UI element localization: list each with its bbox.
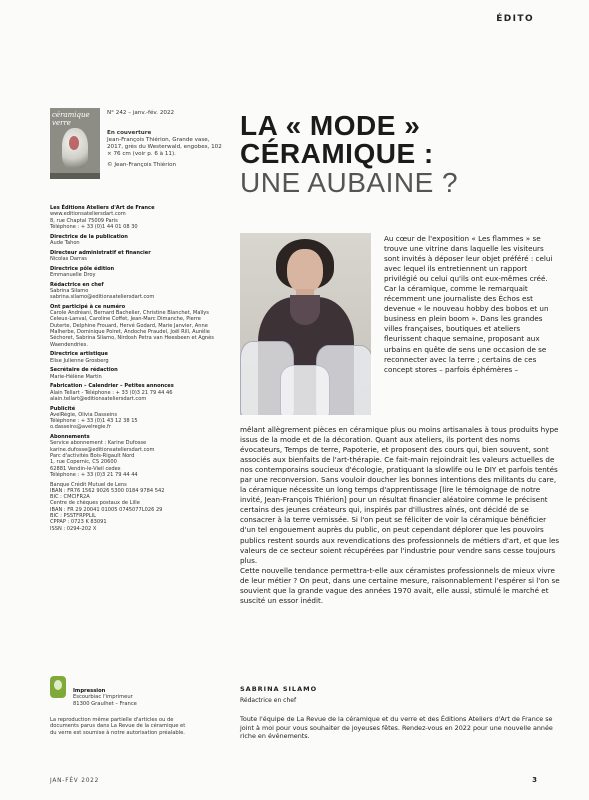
credit-line: AvelRégie, Olivia Dasseins [50, 411, 118, 418]
issue-info [107, 110, 227, 169]
credit-block [50, 250, 218, 263]
closing-note: Toute l'équipe de La Revue de la céramique et du verre et des Éditions Ateliers d'Art de France se joint à moi pour vous souhaiter de joyeuses fêtes. Rendez-vous en 2022 pour une nouvelle année riche en événements. [240, 715, 553, 741]
publisher-block [50, 205, 218, 230]
credit-line: Service abonnement : Karine Dufosse [50, 440, 147, 447]
credit-line: Centre de chèques postaux de Lille [50, 500, 140, 507]
credit-heading: Publicité [50, 405, 76, 412]
credit-line: Carole Andréani, Bernard Bachelier, Christine Blanchet, Maïlys Celeux-Lanval, Caroline Coffet, Jean-Marc Dimanche, Pierre Duterte, Delphine Frouard, Hervé Godard, Marie Janvier, Anne Malherbe, Dominique Poiret, Andoche Praudel, Joël Rill, Aurélie Séchoret, Sabrina Silamo, Nirdosh Petra van Heesbeen et Agnès Waendendries. [50, 310, 214, 348]
printer-heading: Impression [73, 688, 106, 694]
credit-heading: Directeur administratif et financier [50, 249, 151, 256]
issue-number: N° 242 – janv.-fév. 2022 [107, 110, 175, 116]
eco-label-icon [50, 676, 66, 698]
printer-line: Escourbiac l'imprimeur [73, 694, 133, 701]
cover-bottom-strip [50, 173, 100, 179]
credit-block [50, 367, 218, 380]
credit-line: Sabrina Silamo [50, 287, 89, 294]
publisher-website: www.editionsateliersdart.com [50, 211, 126, 218]
credit-heading: Directrice pôle édition [50, 265, 115, 272]
reproduction-notice: La reproduction même partielle d'articles ou de documents parus dans La Revue de la céramique et du verre est soumise à notre autorisation préalable. [50, 717, 186, 736]
credit-line: IBAN : FR76 1562 9026 5300 0184 9784 542 [50, 487, 165, 494]
credit-heading: Ont participé à ce numéro [50, 303, 126, 310]
printer-block [73, 688, 137, 707]
credit-heading: Directrice de la publication [50, 233, 128, 240]
credit-block [50, 383, 218, 402]
article-paragraph: Au cœur de l'exposition « Les flammes » se trouve une vitrine dans laquelle les visiteurs sont invités à déposer leur objet préféré : celui avec lequel ils entretiennent un rapport privilégié ou celui qu'ils ont eux-mêmes créé. Car la céramique, comme le remarquait récemment une journaliste des Échos est devenue « le nouveau hobby des bobos et un business en plein boom ». Dans les grandes villes françaises, boutiques et ateliers fleurissent chaque semaine, proposant aux urbains en quête de sens une occasion de se reconnecter avec la terre ; certains de ces concept stores – parfois éphémères – [384, 234, 553, 374]
printer-line: 81300 Graulhet – France [73, 700, 137, 707]
credit-line: Marie-Hélène Martin [50, 373, 102, 380]
credit-line: 1, rue Copernic, CS 20600 [50, 459, 117, 466]
credit-block [50, 434, 218, 478]
credit-line: Emmanuelle Droy [50, 271, 96, 278]
credit-line: ISSN : 0294-202 X [50, 525, 97, 532]
credit-line: Parc d'activités Bois-Rigault Nord [50, 453, 135, 459]
credit-line: 62881 Vendin-le-Vieil cedex [50, 465, 121, 472]
cover-vase-illustration [62, 128, 88, 168]
credit-line: Nicolas Darras [50, 255, 87, 262]
credit-line: BIC : PSSTFRPPLIL [50, 513, 96, 520]
publisher-name: Les Éditions Ateliers d'Art de France [50, 205, 155, 211]
bank-details-block [50, 482, 218, 532]
credit-line: CPPAP : 0723 K 83091 [50, 519, 107, 526]
credit-block [50, 282, 218, 301]
credit-block [50, 406, 218, 431]
page-number: 3 [532, 776, 537, 784]
publisher-address: 8, rue Chaptal 75009 Paris [50, 217, 118, 224]
article-paragraph: Cette nouvelle tendance permettra-t-elle aux céramistes professionnels de mieux vivre de leur métier ? On peut, dans une certaine mesure, raisonnablement l'espérer si l'on se souvient que la grande vague des années 1970 avait, elle aussi, stimulé le marché et suscité un essor inédit. [240, 565, 560, 605]
article-paragraph: mêlant allègrement pièces en céramique plus ou moins artisanales à tous produits hype issus de la mode et de la décoration. Quant aux ateliers, ils portent des noms évocateurs, Temps de terre, Papoterie, et proposent des cours qui, bien souvent, sont associés aux bienfaits de l'art-thérapie. Ce fait-main rejoindrait les valeurs actuelles de nos contemporains soucieux d'écologie, pratiquant la slowlife ou le DIY et parfois tentés par une reconversion. Sans vouloir doucher les bonnes intentions des militants du care, la céramique nécessite un long temps d'apprentissage [lire le témoignage de notre invité, Jean-François Thiérion] pour un résultat financier aléatoire comme le précisent certains des jeunes créateurs qui, inspirés par d'illustres aînés, ont décidé de se consacrer à la terre vernissée. Si l'on peut se féliciter de voir la céramique bénéficier d'un tel engouement auprès du public, on peut cependant déplorer que les pouvoirs publics restent sourds aux revendications des professionnels de métiers d'art, et que les valeurs de ce secteur soient récupérées par l'industrie pour vendre sans cesse toujours plus. [240, 425, 560, 565]
credit-line: karine.dufosse@editionsateliersdart.com [50, 446, 155, 453]
signature-name: SABRINA SILAMO [240, 685, 318, 693]
magazine-cover-image [50, 108, 100, 179]
credit-block [50, 304, 218, 348]
credit-heading: Fabrication – Calendrier – Petites annonces [50, 383, 174, 390]
publisher-phone: Téléphone : + 33 (0)1 44 01 08 30 [50, 223, 138, 230]
credit-line: alain.tellart@editionsateliersdart.com [50, 395, 147, 402]
title-line-1: LA « MODE » [240, 110, 421, 141]
credit-heading: Rédactrice en chef [50, 281, 104, 288]
credit-heading: Abonnements [50, 434, 90, 441]
title-line-3: UNE AUBAINE ? [240, 167, 459, 198]
credit-block [50, 351, 218, 364]
cover-caption-block [107, 130, 227, 158]
credit-block [50, 234, 218, 247]
credit-line: Téléphone : + 33 (0)1 43 12 38 15 [50, 418, 138, 425]
footer-issue-date: JAN-FÉV 2022 [50, 778, 100, 784]
credit-line: Alain Tellart - Téléphone : + 33 (0)3 21 79 44 46 [50, 389, 173, 396]
section-label: ÉDITO [496, 14, 534, 24]
credit-line: Banque Crédit Mutuel de Lens [50, 481, 127, 488]
title-line-2: CÉRAMIQUE : [240, 138, 434, 169]
cover-heading: En couverture [107, 130, 152, 136]
credit-heading: Directrice artistique [50, 351, 108, 358]
masthead-column [50, 205, 218, 535]
article-column-right [384, 234, 560, 375]
glass-vase-illustration [280, 365, 330, 415]
credit-line: IBAN : FR 29 20041 01005 0745077L026 29 [50, 506, 163, 513]
credit-line: BIC : CMCIFR2A [50, 494, 90, 501]
credit-line: Elise Julienne Grosberg [50, 357, 109, 364]
credit-line: sabrina.silamo@editionsateliersdart.com [50, 294, 155, 301]
credit-line: Aude Tahon [50, 239, 80, 246]
credit-line: Téléphone : + 33 (0)3 21 79 44 44 [50, 471, 138, 478]
cover-masthead: céramique verre [52, 111, 90, 127]
credit-heading: Secrétaire de rédaction [50, 367, 118, 374]
article-column-wide [240, 425, 560, 606]
signature-role: Rédactrice en chef [240, 697, 297, 704]
cover-credit: © Jean-François Thiérion [107, 162, 177, 168]
credit-line: o.dasseins@avelregie.fr [50, 424, 111, 431]
credit-block [50, 266, 218, 279]
editor-portrait-photo [240, 233, 371, 415]
editorial-title [240, 112, 560, 198]
cover-caption: Jean-François Thiérion, Grande vase, 2017, grès du Westerwald, engobes, 102 × 76 cm (voir p. 6 à 11). [107, 137, 222, 157]
